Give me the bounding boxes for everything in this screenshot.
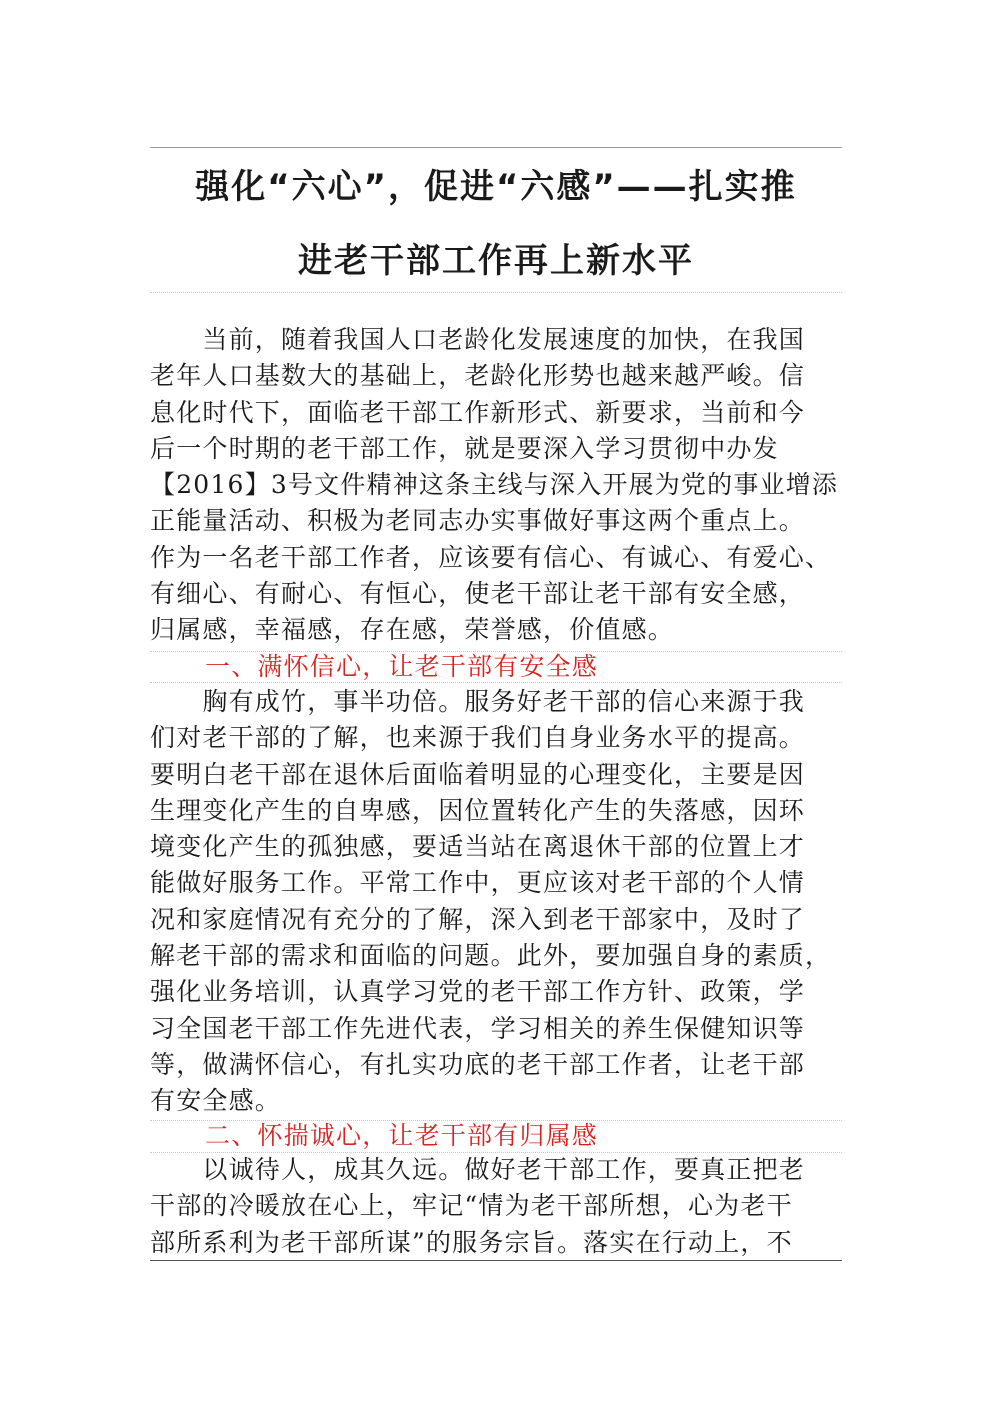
text-line: 境变化产生的孤独感，要适当站在离退休干部的位置上才	[150, 832, 806, 862]
text-line: 要明白老干部在退休后面临着明显的心理变化，主要是因	[150, 759, 806, 789]
title-line-2: 进老干部工作再上新水平	[298, 241, 694, 281]
section-heading-2: 二、怀揣诚心，让老干部有归属感	[205, 1121, 599, 1150]
heading-divider	[150, 682, 842, 683]
section-heading-1: 一、满怀信心，让老干部有安全感	[205, 652, 599, 681]
text-line: 作为一名老干部工作者，应该要有信心、有诚心、有爱心、	[150, 542, 832, 572]
text-line: 强化业务培训，认真学习党的老干部工作方针、政策，学	[150, 977, 806, 1007]
text-line: 生理变化产生的自卑感，因位置转化产生的失落感，因环	[150, 795, 806, 825]
text-line: 当前，随着我国人口老龄化发展速度的加快，在我国	[150, 325, 806, 354]
section-1-paragraph	[150, 684, 842, 1120]
text-line: 部所系利为老干部所谋”的服务宗旨。落实在行动上，不	[150, 1227, 793, 1257]
text-line: 们对老干部的了解，也来源于我们自身业务水平的提高。	[150, 723, 806, 753]
text-line: 息化时代下，面临老干部工作新形式、新要求，当前和今	[150, 397, 806, 427]
text-line: 能做好服务工作。平常工作中，更应该对老干部的个人情	[150, 868, 806, 898]
title-divider	[150, 292, 842, 293]
text-line: 有安全感。	[150, 1086, 282, 1116]
text-line: 以诚待人，成其久远。做好老干部工作，要真正把老	[150, 1155, 806, 1184]
text-line: 解老干部的需求和面临的问题。此外，要加强自身的素质，	[150, 941, 832, 971]
text-line: 习全国老干部工作先进代表，学习相关的养生保健知识等	[150, 1013, 806, 1043]
text-line: 况和家庭情况有充分的了解，深入到老干部家中，及时了	[150, 904, 806, 934]
text-line: 干部的冷暖放在心上，牢记“情为老干部所想，心为老干	[150, 1191, 793, 1221]
intro-paragraph	[150, 322, 842, 649]
text-line: 后一个时期的老干部工作，就是要深入学习贯彻中办发	[150, 433, 779, 463]
header-rule	[150, 147, 842, 148]
text-line: 老年人口基数大的基础上，老龄化形势也越来越严峻。信	[150, 361, 806, 391]
title-line-1: 强化“六心”，促进“六感”——扎实推	[195, 167, 797, 207]
text-line: 【2016】3号文件精神这条主线与深入开展为党的事业增添	[150, 470, 839, 500]
text-line: 等，做满怀信心，有扎实功底的老干部工作者，让老干部	[150, 1049, 806, 1079]
text-line: 有细心、有耐心、有恒心，使老干部让老干部有安全感，	[150, 579, 806, 609]
text-line: 胸有成竹，事半功倍。服务好老干部的信心来源于我	[150, 687, 806, 716]
text-line: 正能量活动、积极为老同志办实事做好事这两个重点上。	[150, 506, 806, 536]
text-line: 归属感，幸福感，存在感，荣誉感，价值感。	[150, 615, 675, 645]
footer-rule	[150, 1260, 842, 1261]
section-2-paragraph	[150, 1152, 842, 1261]
